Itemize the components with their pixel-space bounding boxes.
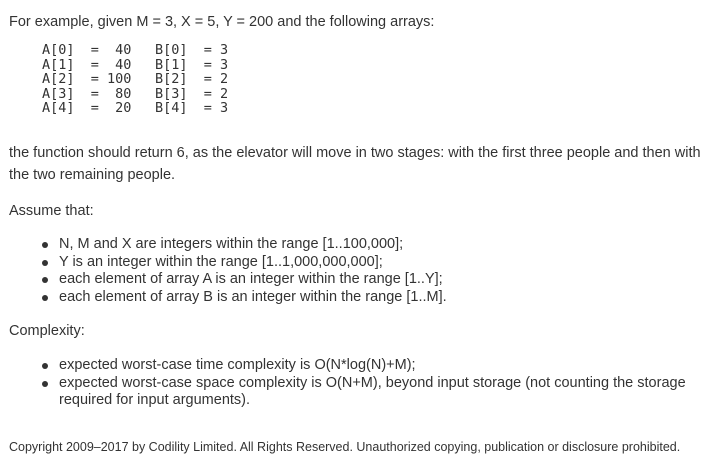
bullet-icon xyxy=(42,295,48,301)
array-b-entry: B[3] = 2 xyxy=(155,85,229,102)
assumptions-list xyxy=(39,236,447,306)
bullet-icon xyxy=(42,363,48,369)
complexity-text: expected worst-case time complexity is O(N*log(N)+M); xyxy=(59,357,416,373)
result-text: the function should return 6, as the elevator will move in two stages: with the first three people and then with the two remaining people. xyxy=(9,145,701,183)
array-row xyxy=(42,101,228,116)
array-row xyxy=(42,87,228,102)
list-item xyxy=(39,375,699,410)
array-a-entry: A[2] = 100 xyxy=(42,71,132,87)
list-item xyxy=(39,289,447,307)
array-a-entry: A[0] = 40 xyxy=(42,42,132,58)
bullet-icon xyxy=(42,381,48,387)
bullet-icon xyxy=(42,260,48,266)
copyright-notice: Copyright 2009–2017 by Codility Limited. All Rights Reserved. Unauthorized copying, publication or disclosure prohibited. xyxy=(9,439,681,454)
array-row xyxy=(42,72,228,87)
array-row xyxy=(42,43,228,58)
assumption-text: Y is an integer within the range [1..1,000,000,000]; xyxy=(59,253,383,270)
list-item xyxy=(39,236,447,254)
list-item xyxy=(39,254,447,272)
complexity-text: expected worst-case space complexity is O(N+M), beyond input storage (not counting the storage required for input arguments). xyxy=(59,374,686,408)
array-b-entry: B[0] = 3 xyxy=(155,42,229,58)
assumption-text: N, M and X are integers within the range [1..100,000]; xyxy=(59,236,404,252)
list-item xyxy=(39,271,447,289)
array-b-entry: B[4] = 3 xyxy=(155,100,229,116)
bullet-icon xyxy=(42,277,48,283)
assumption-text: each element of array B is an integer within the range [1..M]. xyxy=(59,288,447,305)
assumption-text: each element of array A is an integer within the range [1..Y]; xyxy=(59,271,443,287)
array-a-entry: A[1] = 40 xyxy=(42,56,132,73)
complexity-list xyxy=(39,357,699,410)
list-item xyxy=(39,357,699,375)
arrays-code-block xyxy=(42,43,228,116)
array-b-entry: B[2] = 2 xyxy=(155,71,229,87)
array-a-entry: A[4] = 20 xyxy=(42,100,132,116)
complexity-heading: Complexity: xyxy=(9,323,85,339)
array-row xyxy=(42,58,228,73)
array-b-entry: B[1] = 3 xyxy=(155,56,229,73)
bullet-icon xyxy=(42,242,48,248)
intro-text: For example, given M = 3, X = 5, Y = 200 and the following arrays: xyxy=(9,14,435,30)
array-a-entry: A[3] = 80 xyxy=(42,85,132,102)
assume-heading: Assume that: xyxy=(9,203,94,219)
